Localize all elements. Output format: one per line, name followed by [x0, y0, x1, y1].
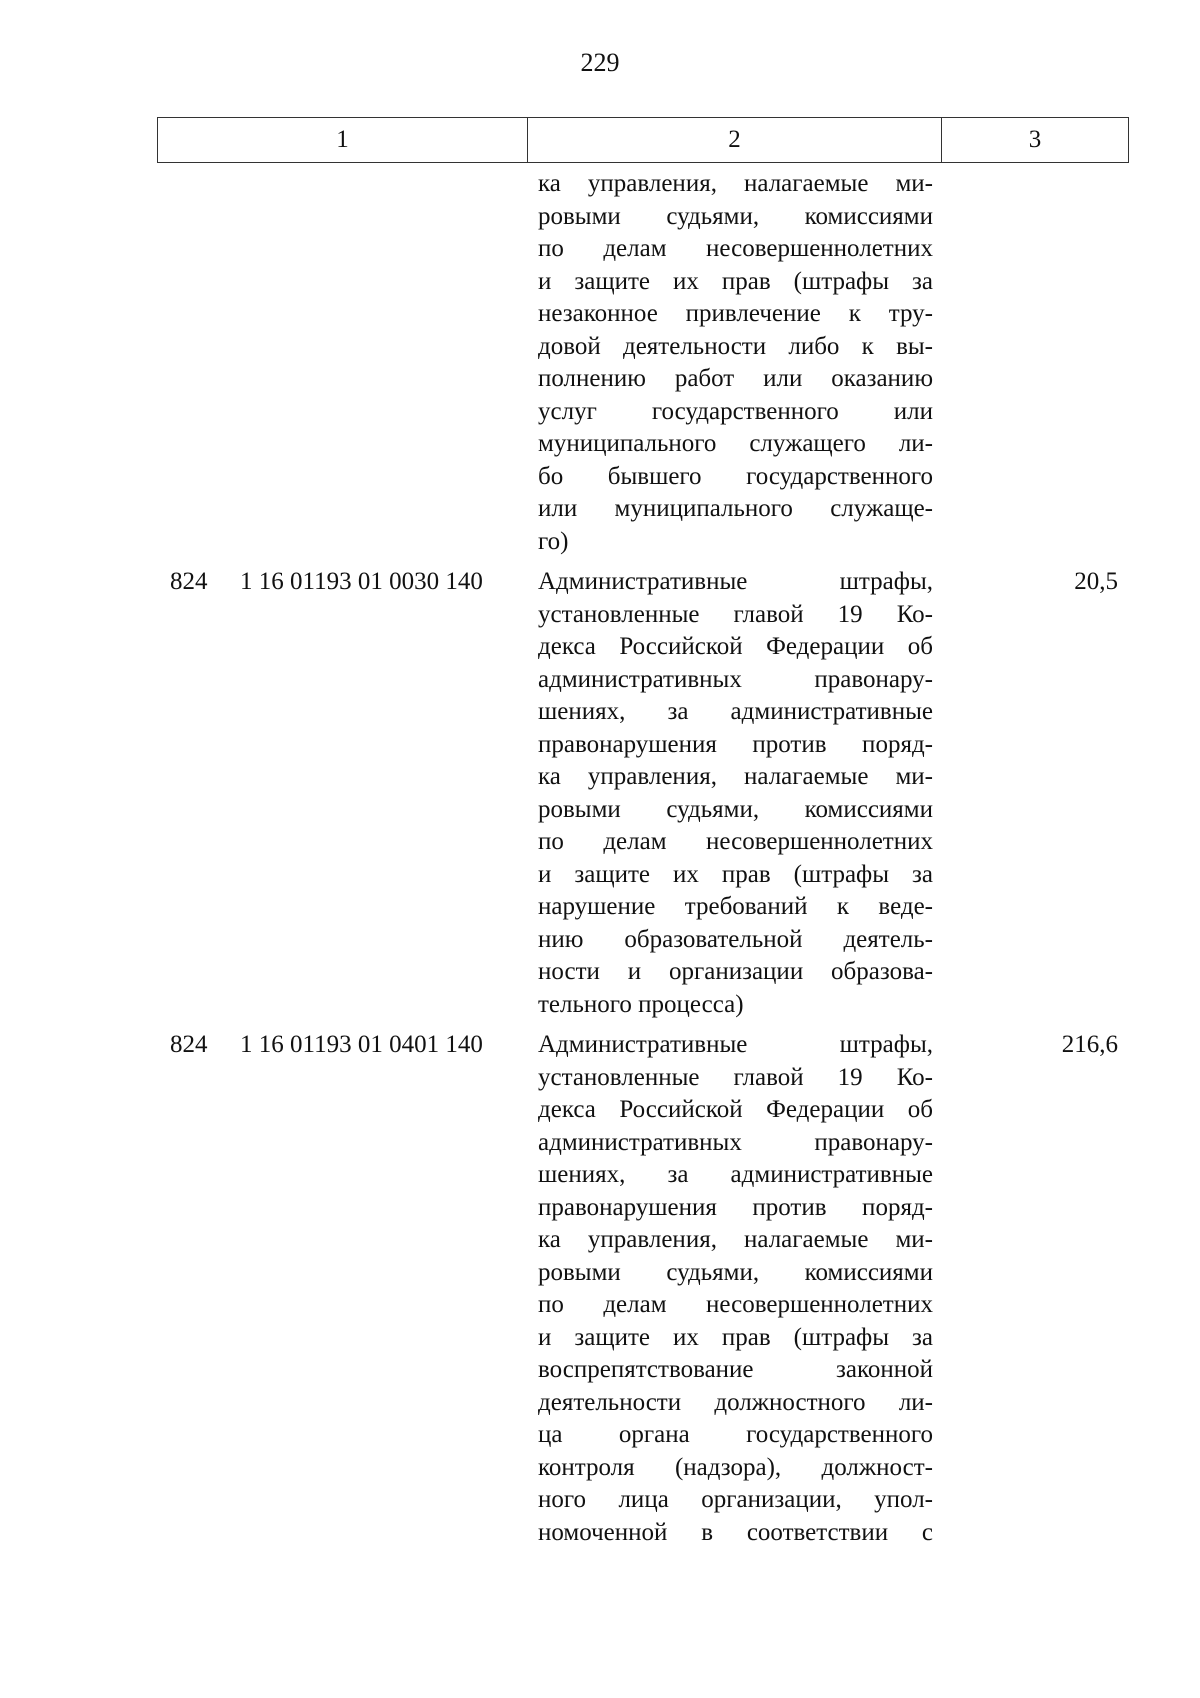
table-row	[0, 1029, 1200, 1549]
description-line: ца органа государственного	[538, 1421, 933, 1448]
admin-code: 824	[170, 1031, 208, 1058]
header-col-2: 2	[528, 118, 942, 162]
description-line: Административные штрафы,	[538, 568, 933, 595]
description-line: Административные штрафы,	[538, 1031, 933, 1058]
description-line: бо бывшего государственного	[538, 462, 933, 490]
description-line: нарушение требований к веде-	[538, 893, 933, 920]
description-line: и защите их прав (штрафы за	[538, 267, 933, 295]
description-line: услуг государственного или	[538, 397, 933, 425]
description	[538, 566, 933, 1021]
admin-code: 824	[170, 568, 208, 595]
description-line: ности и организации образова-	[538, 958, 933, 985]
table-row	[0, 566, 1200, 1021]
description-line: контроля (надзора), должност-	[538, 1453, 933, 1481]
description-line: ровыми судьями, комиссиями	[538, 1258, 933, 1286]
description-line: ка управления, налагаемые ми-	[538, 170, 933, 197]
description-line: правонарушения против поряд-	[538, 1193, 933, 1221]
description-line: установленные главой 19 Ко-	[538, 600, 933, 628]
header-col-1: 1	[158, 118, 528, 162]
description-line: или муниципального служаще-	[538, 495, 933, 522]
description-line: декса Российской Федерации об	[538, 633, 933, 660]
budget-code: 1 16 01193 01 0030 140	[240, 568, 483, 595]
description-line: шениях, за административные	[538, 698, 933, 725]
amount: 20,5	[1074, 568, 1118, 595]
description-line: тельного процесса)	[538, 990, 744, 1018]
table-row	[0, 168, 1200, 558]
description-line: по делам несовершеннолетних	[538, 235, 933, 262]
description-line: нию образовательной деятель-	[538, 925, 933, 953]
description-line: деятельности должностного ли-	[538, 1388, 933, 1416]
description-line: по делам несовершеннолетних	[538, 1291, 933, 1318]
description-line: незаконное привлечение к тру-	[538, 300, 933, 327]
description-line: ка управления, налагаемые ми-	[538, 763, 933, 790]
description-line: ного лица организации, упол-	[538, 1486, 933, 1513]
page-number: 229	[580, 48, 620, 77]
description-line: шениях, за административные	[538, 1161, 933, 1188]
budget-code: 1 16 01193 01 0401 140	[240, 1031, 483, 1058]
description-line: административных правонару-	[538, 665, 933, 693]
description-line: ровыми судьями, комиссиями	[538, 202, 933, 230]
description-line: по делам несовершеннолетних	[538, 828, 933, 855]
description-line: и защите их прав (штрафы за	[538, 1323, 933, 1351]
description	[538, 168, 933, 558]
description-line: правонарушения против поряд-	[538, 730, 933, 758]
description-line: воспрепятствование законной	[538, 1356, 933, 1383]
table-header	[157, 117, 1129, 163]
description-line: установленные главой 19 Ко-	[538, 1063, 933, 1091]
table-body	[0, 168, 1200, 1549]
amount: 216,6	[1061, 1031, 1118, 1058]
description-line: муниципального служащего ли-	[538, 430, 933, 457]
description-line: довой деятельности либо к вы-	[538, 332, 933, 360]
description-line: номоченной в соответствии с	[538, 1518, 933, 1546]
description-line: и защите их прав (штрафы за	[538, 860, 933, 888]
description-line: го)	[538, 527, 569, 555]
description-line: административных правонару-	[538, 1128, 933, 1156]
description	[538, 1029, 933, 1549]
description-line: декса Российской Федерации об	[538, 1096, 933, 1123]
description-line: ровыми судьями, комиссиями	[538, 795, 933, 823]
description-line: полнению работ или оказанию	[538, 365, 933, 392]
description-line: ка управления, налагаемые ми-	[538, 1226, 933, 1253]
header-col-3: 3	[1028, 126, 1042, 153]
